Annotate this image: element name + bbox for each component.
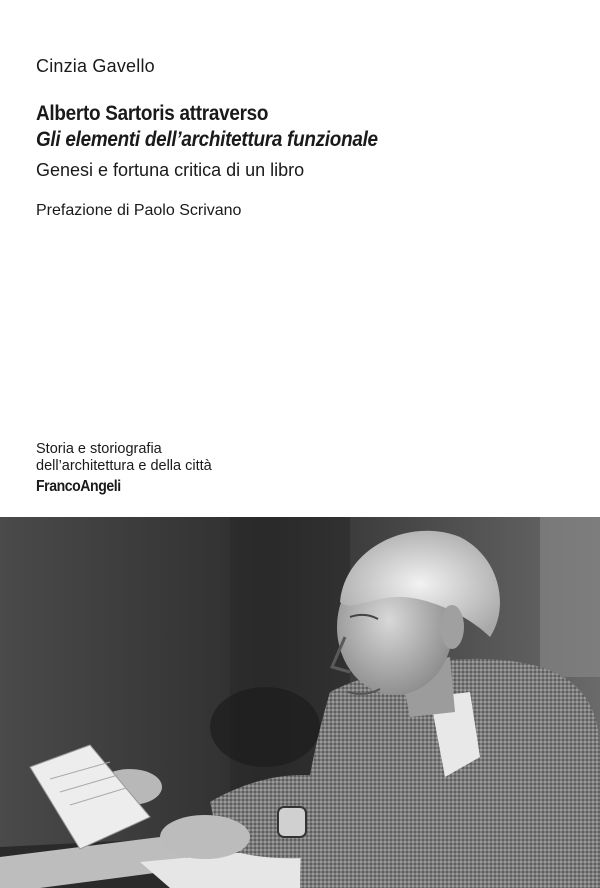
series-line-2: dell’architettura e della città: [36, 458, 212, 474]
cover-photo: [0, 517, 600, 888]
series-line-1: Storia e storiografia: [36, 441, 162, 457]
series-name: [36, 441, 212, 475]
book-title-italic: Gli elementi dell’architettura funzionale: [36, 128, 378, 151]
photo-illustration: [0, 517, 600, 888]
book-subtitle: Genesi e fortuna critica di un libro: [36, 160, 305, 180]
publisher-logo: FrancoAngeli: [36, 478, 121, 495]
title-block: [36, 102, 416, 181]
book-title: Alberto Sartoris attraverso: [36, 102, 269, 125]
preface-credit: Prefazione di Paolo Scrivano: [36, 202, 242, 219]
author-name: Cinzia Gavello: [36, 56, 155, 76]
